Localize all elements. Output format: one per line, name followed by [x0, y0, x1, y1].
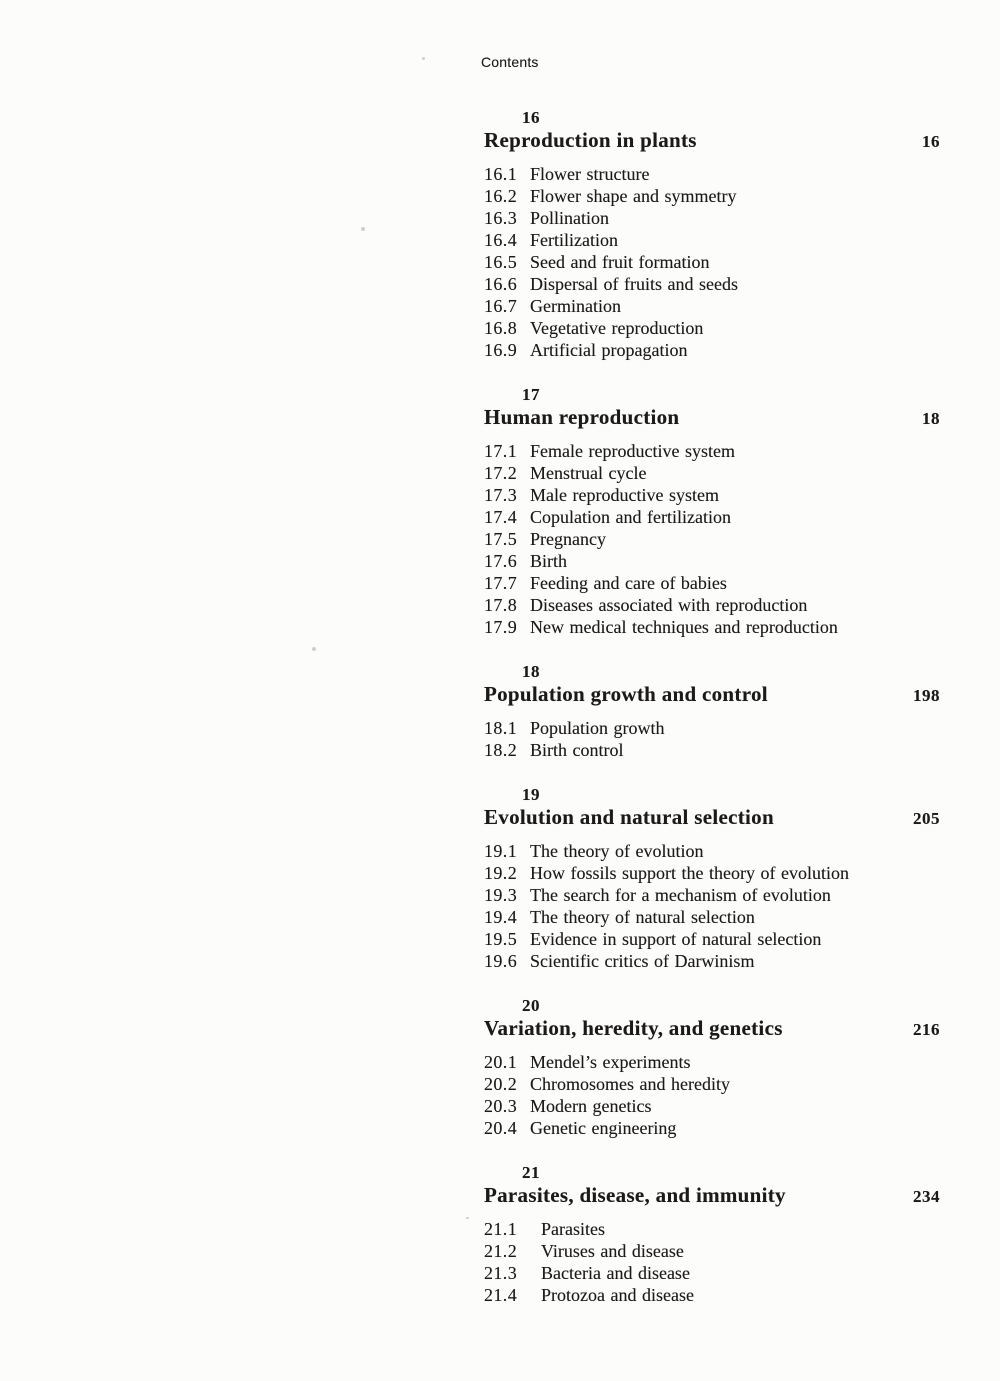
section-title: Flower shape and symmetry	[530, 186, 737, 206]
toc-section-row	[484, 506, 940, 528]
section-title: Flower structure	[530, 164, 650, 184]
toc-chapter	[484, 785, 940, 972]
toc-section-row	[484, 1073, 940, 1095]
section-number: 19.3	[484, 885, 518, 905]
toc-section-row	[484, 1051, 940, 1073]
scan-speck	[361, 227, 365, 231]
page-header: Contents	[481, 54, 539, 70]
toc-section-row	[484, 484, 940, 506]
toc-section-row	[484, 862, 940, 884]
section-title: Birth	[530, 551, 568, 571]
chapter-page-number: 205	[913, 809, 940, 828]
section-title: Male reproductive system	[530, 485, 719, 505]
chapter-title: Population growth and control	[484, 682, 768, 706]
chapter-number: 21	[522, 1163, 540, 1182]
section-number: 19.6	[484, 951, 518, 971]
toc-section-row	[484, 163, 940, 185]
section-number: 16.7	[484, 296, 518, 316]
section-number: 17.1	[484, 441, 518, 461]
chapter-heading-row	[484, 1183, 940, 1209]
section-number: 17.6	[484, 551, 518, 571]
section-number: 16.5	[484, 252, 518, 272]
toc-chapter	[484, 108, 940, 361]
section-title: Mendel’s experiments	[530, 1052, 691, 1072]
section-title: Pregnancy	[530, 529, 606, 549]
toc-chapter	[484, 996, 940, 1139]
toc-section-row	[484, 928, 940, 950]
section-title: The search for a mechanism of evolution	[530, 885, 831, 905]
section-title: Bacteria and disease	[541, 1263, 690, 1283]
chapter-page-number: 16	[922, 132, 940, 151]
section-title: Genetic engineering	[530, 1118, 677, 1138]
section-title: Protozoa and disease	[541, 1285, 694, 1305]
chapter-heading-row	[484, 128, 940, 154]
section-title: The theory of evolution	[530, 841, 704, 861]
section-number: 20.2	[484, 1074, 518, 1094]
section-number: 17.3	[484, 485, 518, 505]
chapter-page-number: 198	[913, 686, 940, 705]
section-title: Chromosomes and heredity	[530, 1074, 730, 1094]
toc-section-row	[484, 717, 940, 739]
chapter-number: 17	[522, 385, 540, 404]
chapter-number: 20	[522, 996, 540, 1015]
toc-chapter	[484, 1163, 940, 1306]
chapter-heading-row	[484, 805, 940, 831]
toc-section-row	[484, 906, 940, 928]
chapter-sections	[484, 717, 940, 761]
chapter-sections	[484, 440, 940, 638]
section-number: 19.4	[484, 907, 518, 927]
chapter-page-number: 18	[922, 409, 940, 428]
section-number: 21.3	[484, 1263, 518, 1283]
toc-section-row	[484, 440, 940, 462]
section-number: 21.1	[484, 1219, 518, 1239]
toc-section-row	[484, 528, 940, 550]
chapter-heading-row	[484, 405, 940, 431]
chapter-sections	[484, 1218, 940, 1306]
chapter-title: Human reproduction	[484, 405, 680, 429]
toc-section-row	[484, 550, 940, 572]
table-of-contents	[484, 108, 940, 1330]
section-title: Germination	[530, 296, 621, 316]
section-number: 16.4	[484, 230, 518, 250]
toc-chapter	[484, 662, 940, 761]
section-title: Evidence in support of natural selection	[530, 929, 822, 949]
toc-section-row	[484, 462, 940, 484]
section-number: 17.7	[484, 573, 518, 593]
section-title: The theory of natural selection	[530, 907, 755, 927]
section-title: New medical techniques and reproduction	[530, 617, 838, 637]
toc-section-row	[484, 207, 940, 229]
section-number: 21.4	[484, 1285, 518, 1305]
toc-section-row	[484, 950, 940, 972]
section-number: 17.2	[484, 463, 518, 483]
toc-section-row	[484, 1284, 940, 1306]
toc-section-row	[484, 339, 940, 361]
toc-chapter	[484, 385, 940, 638]
chapter-sections	[484, 840, 940, 972]
section-title: Copulation and fertilization	[530, 507, 731, 527]
chapter-heading-row	[484, 1016, 940, 1042]
toc-section-row	[484, 1117, 940, 1139]
section-number: 16.6	[484, 274, 518, 294]
section-title: Parasites	[541, 1219, 605, 1239]
chapter-number: 19	[522, 785, 540, 804]
section-number: 16.9	[484, 340, 518, 360]
section-title: Viruses and disease	[541, 1241, 684, 1261]
section-title: Diseases associated with reproduction	[530, 595, 808, 615]
toc-section-row	[484, 1218, 940, 1240]
toc-section-row	[484, 185, 940, 207]
section-title: Modern genetics	[530, 1096, 652, 1116]
section-number: 17.9	[484, 617, 518, 637]
section-number: 18.1	[484, 718, 518, 738]
toc-section-row	[484, 317, 940, 339]
section-number: 20.3	[484, 1096, 518, 1116]
section-number: 20.1	[484, 1052, 518, 1072]
section-title: Fertilization	[530, 230, 618, 250]
chapter-title: Parasites, disease, and immunity	[484, 1183, 786, 1207]
toc-section-row	[484, 739, 940, 761]
chapter-title: Variation, heredity, and genetics	[484, 1016, 783, 1040]
section-title: Seed and fruit formation	[530, 252, 710, 272]
chapter-heading-row	[484, 682, 940, 708]
section-title: Artificial propagation	[530, 340, 688, 360]
chapter-page-number: 234	[913, 1187, 940, 1206]
section-number: 17.5	[484, 529, 518, 549]
section-number: 18.2	[484, 740, 518, 760]
section-number: 19.5	[484, 929, 518, 949]
section-number: 16.8	[484, 318, 518, 338]
section-number: 16.3	[484, 208, 518, 228]
section-title: Scientific critics of Darwinism	[530, 951, 755, 971]
chapter-sections	[484, 163, 940, 361]
section-title: Dispersal of fruits and seeds	[530, 274, 738, 294]
section-number: 16.1	[484, 164, 518, 184]
toc-section-row	[484, 572, 940, 594]
chapter-sections	[484, 1051, 940, 1139]
section-number: 19.1	[484, 841, 518, 861]
toc-section-row	[484, 295, 940, 317]
section-number: 20.4	[484, 1118, 518, 1138]
toc-section-row	[484, 1095, 940, 1117]
chapter-page-number: 216	[913, 1020, 940, 1039]
chapter-number: 16	[522, 108, 540, 127]
toc-section-row	[484, 273, 940, 295]
section-number: 21.2	[484, 1241, 518, 1261]
toc-section-row	[484, 616, 940, 638]
section-title: Female reproductive system	[530, 441, 735, 461]
section-title: Birth control	[530, 740, 624, 760]
scan-speck	[312, 647, 316, 651]
section-title: How fossils support the theory of evolution	[530, 863, 849, 883]
section-number: 17.8	[484, 595, 518, 615]
chapter-title: Evolution and natural selection	[484, 805, 774, 829]
section-title: Feeding and care of babies	[530, 573, 727, 593]
section-title: Menstrual cycle	[530, 463, 647, 483]
chapter-number: 18	[522, 662, 540, 681]
section-number: 16.2	[484, 186, 518, 206]
scan-speck	[422, 57, 425, 60]
toc-section-row	[484, 229, 940, 251]
section-number: 19.2	[484, 863, 518, 883]
section-title: Vegetative reproduction	[530, 318, 704, 338]
section-number: 17.4	[484, 507, 518, 527]
scan-speck	[466, 1217, 469, 1219]
toc-section-row	[484, 251, 940, 273]
chapter-title: Reproduction in plants	[484, 128, 697, 152]
toc-section-row	[484, 840, 940, 862]
toc-section-row	[484, 1262, 940, 1284]
section-title: Population growth	[530, 718, 665, 738]
section-title: Pollination	[530, 208, 610, 228]
toc-section-row	[484, 884, 940, 906]
toc-section-row	[484, 594, 940, 616]
toc-section-row	[484, 1240, 940, 1262]
